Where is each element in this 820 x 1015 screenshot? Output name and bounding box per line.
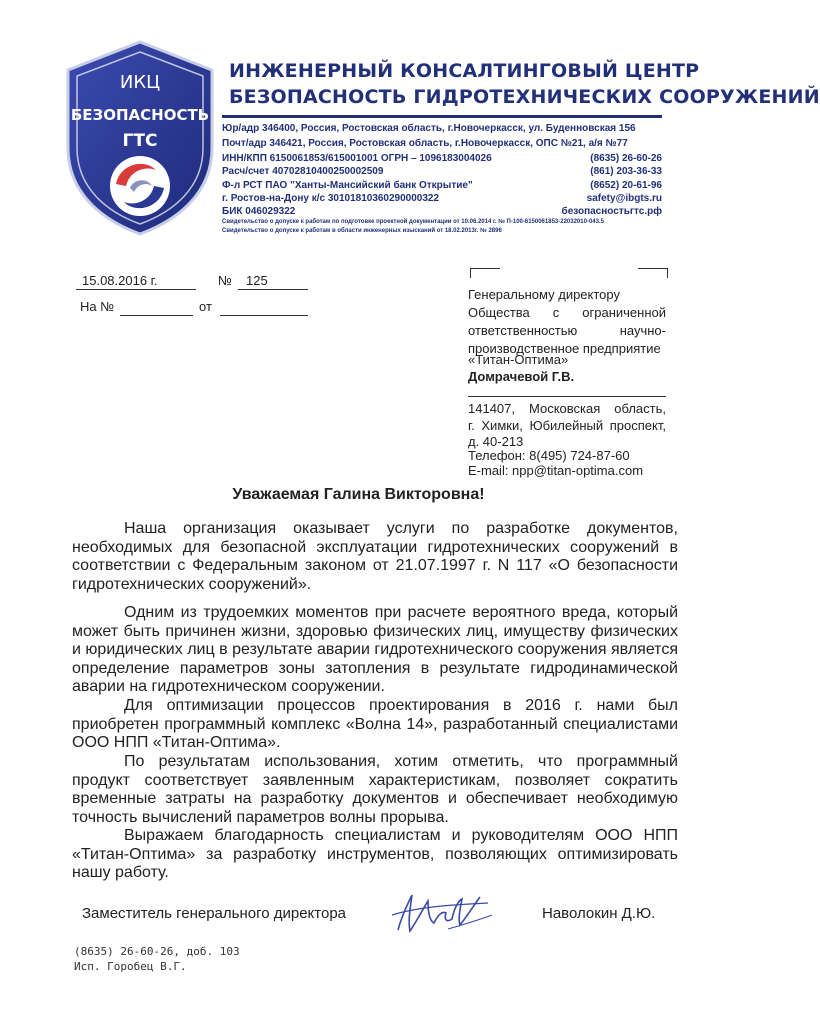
postal-address: Почт/адр 346421, Россия, Ростовская область, г.Новочеркасск, ОПС №21, а/я №77 xyxy=(222,138,628,149)
phone-1: (8635) 26-60-26 xyxy=(590,153,662,164)
recipient-name: Домрачевой Г.В. xyxy=(468,369,575,384)
recipient-line-5: «Титан-Оптима» xyxy=(468,352,569,367)
executor-name: Исп. Горобец В.Г. xyxy=(74,960,187,973)
account-number: Расч/счет 40702810400250002509 xyxy=(222,166,384,177)
org-name-line2: БЕЗОПАСНОСТЬ ГИДРОТЕХНИЧЕСКИХ СООРУЖЕНИЙ xyxy=(229,86,820,108)
letter-number: 125 xyxy=(246,273,268,288)
recipient-email[interactable]: E-mail: npp@titan-optima.com xyxy=(468,463,644,478)
corner-mark-right-h xyxy=(638,268,668,269)
phone-3: (8652) 20-61-96 xyxy=(590,180,662,191)
from-label: от xyxy=(199,299,212,314)
reference-label: На № xyxy=(80,299,115,314)
paragraph-1: Наша организация оказывает услуги по разработке документов, необходимых для безопасной эксплуатации гидротехнических сооружений в соответствии с Федеральным законом от 21.07.1997 г. N 117 «О безопасности гидротехнических сооружений». xyxy=(72,520,678,593)
recipient-line-1: Генеральному директору xyxy=(468,287,620,302)
correspondent-account: г. Ростов-на-Дону к/с 30101810360290000322 xyxy=(222,193,440,204)
executor-phone: (8635) 26-60-26, доб. 103 xyxy=(74,945,240,958)
website-link[interactable]: безопасностьгтс.рф xyxy=(561,206,662,217)
recipient-address-1: 141407, Московская область, xyxy=(468,401,666,416)
from-underline xyxy=(220,315,308,316)
org-name-line1: ИНЖЕНЕРНЫЙ КОНСАЛТИНГОВЫЙ ЦЕНТР xyxy=(229,60,700,82)
certificate-2: Свидетельство о допуске к работам в области инженерных изысканий от 18.02.2013г. № 2896 xyxy=(222,228,502,234)
handwritten-signature xyxy=(388,885,498,940)
paragraph-2: Одним из трудоемких моментов при расчете вероятного вреда, который может быть причинен жизни, здоровью физических лиц, имуществу физических и юридических лиц в результате аварии гидротехнического сооружения является определение параметров зоны затопления в результате гидродинамической аварии на гидротехническом сооружении. xyxy=(72,604,678,696)
bank-name: Ф-л РСТ ПАО "Ханты-Мансийский банк Открытие" xyxy=(222,180,473,191)
corner-mark-right xyxy=(667,268,668,278)
number-underline xyxy=(238,289,308,290)
bik: БИК 046029322 xyxy=(222,206,296,217)
recipient-phone: Телефон: 8(495) 724-87-60 xyxy=(468,448,630,463)
certificate-1: Свидетельство о допуске к работам по подготовке проектной документации от 10.06.2014 г. № П-100-6150061853-22032010-043.5 xyxy=(222,219,604,225)
reference-underline xyxy=(120,315,193,316)
date-underline xyxy=(76,289,196,290)
paragraph-3: Для оптимизации процессов проектирования в 2016 г. нами был приобретен программный комплекс «Волна 14», разработанный специалистами ООО НПП «Титан-Оптима». xyxy=(72,697,678,752)
letter-number-label: № xyxy=(218,273,232,288)
recipient-address-2: г. Химки, Юбилейный проспект, xyxy=(468,418,666,433)
recipient-divider xyxy=(468,396,666,397)
logo-mid-text: БЕЗОПАСНОСТЬ xyxy=(70,106,210,124)
paragraph-4: По результатам использования, хотим отметить, что программный продукт соответствует заявленным характеристикам, позволяет сократить временные затраты на разработку документов и обеспечивает необходимую точность вычислений параметров волны прорыва. xyxy=(72,753,678,826)
phone-2: (861) 203-36-33 xyxy=(590,166,662,177)
corner-mark-left xyxy=(470,268,471,278)
salutation: Уважаемая Галина Викторовна! xyxy=(232,486,485,503)
logo-bottom-text: ГТС xyxy=(122,131,158,151)
company-logo xyxy=(60,38,220,238)
logo-top-text: ИКЦ xyxy=(119,72,161,93)
signatory-position: Заместитель генерального директора xyxy=(82,905,347,922)
inn-kpp: ИНН/КПП 6150061853/615001001 ОГРН – 1096183004026 xyxy=(222,153,492,164)
recipient-line-4: производственное предприятие xyxy=(468,341,661,356)
recipient-address-3: д. 40-213 xyxy=(468,434,524,449)
paragraph-5: Выражаем благодарность специалистам и руководителям ООО НПП «Титан-Оптима» за разработку инструментов, позволяющих оптимизировать нашу работу. xyxy=(72,827,678,882)
letter-date: 15.08.2016 г. xyxy=(82,273,158,288)
signatory-name: Наволокин Д.Ю. xyxy=(542,905,656,922)
recipient-line-2: Общества с ограниченной xyxy=(468,305,666,320)
org-divider xyxy=(222,115,662,118)
recipient-line-3: ответственностью научно- xyxy=(468,323,666,338)
corner-mark-left-h xyxy=(470,268,500,269)
email-link[interactable]: safety@ibgts.ru xyxy=(586,193,662,204)
legal-address: Юр/адр 346400, Россия, Ростовская область, г.Новочеркасск, ул. Буденновская 156 xyxy=(222,123,636,134)
